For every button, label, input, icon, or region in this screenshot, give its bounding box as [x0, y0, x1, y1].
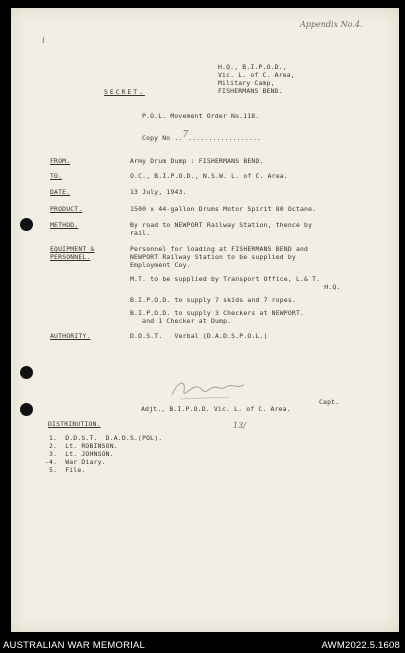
field-label-from: FROM.	[50, 157, 71, 165]
footer-accession: AWM2022.5.1608	[321, 640, 400, 651]
copy-number: 7	[182, 130, 189, 140]
list-item: -4. War Diary.	[45, 458, 106, 466]
list-item: 5. File.	[49, 466, 86, 474]
handwritten-initials: 13/	[233, 421, 246, 430]
list-item: 2. Lt. ROBINSON.	[49, 442, 118, 450]
field-value-method: By road to NEWPORT Railway Station, thence by rail.	[130, 221, 313, 237]
header-line: FISHERMANS BEND.	[218, 87, 283, 95]
field-value-from: Army Drum Dump : FISHERMANS BEND.	[130, 157, 264, 165]
list-item: 3. Lt. JOHNSON.	[49, 450, 114, 458]
field-value-to: O.C., B.I.P.O.D., N.S.W. L. of C. Area.	[130, 172, 288, 180]
copy-label: Copy No ..	[142, 134, 183, 142]
classification: SECRET.	[104, 88, 145, 96]
distribution-label: DISTRIBUTION.	[48, 420, 101, 428]
equipment-paragraph: M.T. to be supplied by Transport Office, L.& T. H.Q.	[130, 275, 341, 291]
punch-hole	[20, 403, 33, 416]
header-line: Military Camp,	[218, 79, 275, 87]
equipment-paragraph: B.I.P.O.D. to supply 3 Checkers at NEWPORT. and 1 Checker at Dump.	[130, 309, 305, 325]
field-label-date: DATE.	[50, 188, 71, 196]
field-value-date: 13 July, 1943.	[130, 188, 187, 196]
punch-hole	[20, 366, 33, 379]
header-line: H.Q., B.I.P.O.D.,	[218, 63, 287, 71]
field-value-product: 1500 x 44-gallon Drums Motor Spirit 80 Octane.	[130, 205, 317, 213]
handwritten-annotation: Appendix No.4.	[300, 20, 363, 29]
field-label-to: TO.	[50, 172, 63, 180]
copy-number-line	[142, 125, 261, 144]
field-label-method: METHOD.	[50, 221, 79, 229]
equipment-label: EQUIPMENT & PERSONNEL.	[50, 245, 95, 261]
copy-dots: ..................	[188, 134, 262, 142]
signature-title: Adjt., B.I.P.O.D. Vic. L. of C. Area.	[141, 405, 291, 413]
equipment-paragraph: Personnel for loading at FISHERMANS BEND and NEWPORT Railway Station to be supplied by Employment Coy.	[130, 245, 309, 269]
field-label-product: PRODUCT.	[50, 205, 83, 213]
authority-label: AUTHORITY.	[50, 332, 91, 340]
punch-hole	[20, 218, 33, 231]
footer-source: AUSTRALIAN WAR MEMORIAL	[3, 640, 146, 651]
handwritten-signature	[168, 373, 248, 403]
corner-mark: i	[42, 36, 45, 46]
authority-value: D.D.S.T. Verbal (D.A.D.S.P.O.L.)	[130, 332, 268, 340]
order-title: P.O.L. Movement Order No.118.	[142, 112, 260, 120]
list-item: 1. D.D.S.T. D.A.D.S.(POL).	[49, 434, 163, 442]
equipment-paragraph: B.I.P.O.D. to supply 7 skids and 7 ropes.	[130, 296, 296, 304]
header-line: Vic. L. of C. Area,	[218, 71, 295, 79]
signature-rank: Capt.	[319, 398, 340, 406]
